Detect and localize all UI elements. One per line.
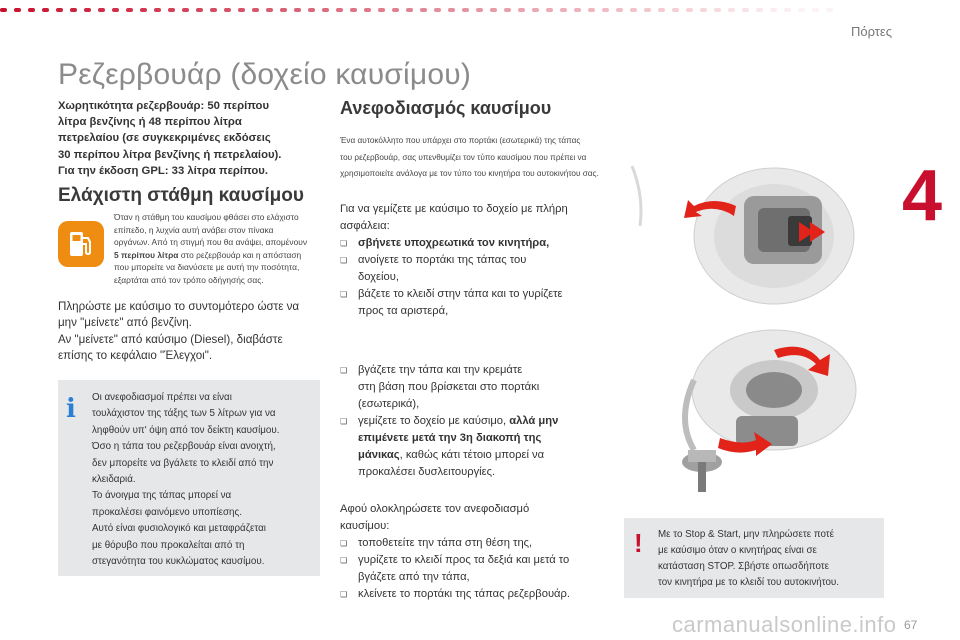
header-dot: [462, 8, 469, 12]
header-dot: [266, 8, 273, 12]
bullet-icon: ❏: [340, 365, 348, 375]
header-dot: [672, 8, 679, 12]
header-dot: [196, 8, 203, 12]
page-number: 67: [904, 618, 918, 632]
header-dot: [14, 8, 21, 12]
bullet-icon: ❏: [340, 238, 348, 248]
header-dot: [126, 8, 133, 12]
list-item: ❏ ανοίγετε το πορτάκι της τάπας του δοχείου,: [340, 253, 527, 283]
fuel-flap-illustration: [624, 156, 884, 306]
list-item: ❏ κλείνετε το πορτάκι της τάπας ρεζερβουάρ.: [340, 586, 610, 603]
info-text: Οι ανεφοδιασμοί πρέπει να είναι τουλάχιστον της τάξης των 5 λίτρων για να ληφθούν υπ' όψη από τον δείκτη καυσίμου. Όσο η τάπα του ρεζερβουάρ είναι ανοιχτή, δεν μπορείτε να βγάλετε το κλειδί από την κλειδαριά. Το άνοιγμα της τάπας μπορεί να προκαλέσει φαινόμενο υποπίεσης. Αυτό είναι φυσιολογικό και μεταφράζεται με θόρυβο που προκαλείται από τη στεγανότητα του κυκλώματος καυσίμου.: [92, 392, 280, 568]
header-dot: [714, 8, 721, 12]
header-dot: [406, 8, 413, 12]
header-dot: [574, 8, 581, 12]
header-dot: [252, 8, 259, 12]
list-item: ❏ βγάζετε την τάπα και την κρεμάτε στη βάση που βρίσκεται στο πορτάκι (εσωτερικά),: [340, 363, 540, 410]
header-dot: [826, 8, 833, 12]
list-item: ❏ γεμίζετε το δοχείο με καύσιμο, αλλά μην επιμένετε μετά την 3η διακοπή της μάνικας, καθώς κάτι τέτοιο μπορεί να προκαλέσει δυσλειτουργίες.: [340, 414, 559, 478]
header-dot: [392, 8, 399, 12]
header-dot: [210, 8, 217, 12]
watermark: carmanualsonline.info: [672, 612, 897, 637]
header-dot: [350, 8, 357, 12]
header-dot: [112, 8, 119, 12]
warning-box: [624, 518, 884, 598]
header-dot: [322, 8, 329, 12]
header-dot: [532, 8, 539, 12]
warning-text: Με το Stop & Start, μην πληρώσετε ποτέ με καύσιμο όταν ο κινητήρας είναι σε κατάσταση STOP. Σβήστε οπωσδήποτε τον κινητήρα με το κλειδί του αυτοκινήτου.: [658, 529, 839, 588]
header-dot: [700, 8, 707, 12]
header-dot: [98, 8, 105, 12]
min-level-section: [58, 211, 320, 293]
min-level-heading: Ελάχιστη στάθμη καυσίμου: [58, 185, 304, 207]
header-dot: [756, 8, 763, 12]
header-dot: [644, 8, 651, 12]
header-dot: [70, 8, 77, 12]
refuel-steps-b: [340, 362, 610, 481]
header-dot: [742, 8, 749, 12]
header-dot: [588, 8, 595, 12]
filler-cap-illustration: [624, 320, 884, 504]
header-dot: [434, 8, 441, 12]
header-dot: [0, 8, 7, 12]
header-dot: [364, 8, 371, 12]
header-dot: [658, 8, 665, 12]
header-dot: [56, 8, 63, 12]
header-decoration: [0, 0, 960, 40]
header-dot: [630, 8, 637, 12]
min-level-text: Όταν η στάθμη του καυσίμου φθάσει στο ελάχιστο επίπεδο, η λυχνία αυτή ανάβει στον πίνακα οργάνων. Από τη στιγμή που θα ανάψει, απομένουν 5 περίπου λίτρα στο ρεζερβουάρ και η απόσταση που μπορείτε να διανύσετε με αυτή την ποσότητα, εξαρτάται από τον τρόπο οδήγησής σας.: [114, 212, 308, 285]
header-dot: [770, 8, 777, 12]
list-item: ❏ γυρίζετε το κλειδί προς τα δεξιά και μετά το βγάζετε από την τάπα,: [340, 553, 570, 583]
header-dot: [238, 8, 245, 12]
header-dot: [546, 8, 553, 12]
page-title: Ρεζερβουάρ (δοχείο καυσίμου): [58, 58, 472, 91]
header-dot: [518, 8, 525, 12]
header-dot: [168, 8, 175, 12]
header-dot: [448, 8, 455, 12]
tank-capacity: Χωρητικότητα ρεζερβουάρ: 50 περίπου λίτρα βενζίνης ή 48 περίπου λίτρα πετρελαίου (σε συγκεκριμένες εκδόσεις 30 περίπου λίτρα βενζίνης ή πετρελαίου). Για την έκδοση GPL: 33 λίτρα περίπου.: [58, 100, 282, 177]
label-note: Ένα αυτοκόλλητο που υπάρχει στο πορτάκι (εσωτερικά) της τάπας του ρεζερβουάρ, σας υπενθυμίζει τον τύπο καυσίμου που πρέπει να χρησιμοποιείτε ανάλογα με τον τύπο του κινητήρα του αυτοκινήτου σας.: [340, 136, 599, 179]
middle-column: [340, 98, 610, 603]
header-dot: [504, 8, 511, 12]
bullet-icon: ❏: [340, 416, 348, 426]
section-title: Πόρτες: [850, 24, 892, 39]
chapter-number: 4: [902, 156, 943, 236]
refill-advice: Πληρώστε με καύσιμο το συντομότερο ώστε να μην "μείνετε" από βενζίνη. Αν "μείνετε" από καύσιμο (Diesel), διαβάστε επίσης το κεφάλαιο "Έλεγχοι".: [58, 300, 300, 362]
header-dot: [28, 8, 35, 12]
header-dot: [812, 8, 819, 12]
bullet-icon: ❏: [340, 255, 348, 265]
header-dot: [490, 8, 497, 12]
header-dot: [728, 8, 735, 12]
list-item: ❏ βάζετε το κλειδί στην τάπα και το γυρίζετε προς τα αριστερά,: [340, 287, 563, 317]
bullet-icon: ❏: [340, 589, 348, 599]
header-dot: [294, 8, 301, 12]
bullet-icon: ❏: [340, 538, 348, 548]
header-dot: [84, 8, 91, 12]
after-refuel-intro: Αφού ολοκληρώσετε τον ανεφοδιασμό καυσίμου:: [340, 502, 530, 532]
bullet-icon: ❏: [340, 289, 348, 299]
refuel-steps-a: [340, 235, 610, 320]
header-dot: [476, 8, 483, 12]
header-dot: [560, 8, 567, 12]
header-dot: [798, 8, 805, 12]
fuel-pump-icon: [58, 221, 104, 267]
header-dot: [336, 8, 343, 12]
header-dot: [686, 8, 693, 12]
exclamation-icon: !: [634, 528, 643, 558]
header-dot: [224, 8, 231, 12]
header-dot: [154, 8, 161, 12]
header-dot: [182, 8, 189, 12]
header-dot: [602, 8, 609, 12]
header-dot: [140, 8, 147, 12]
header-dot: [308, 8, 315, 12]
after-refuel-steps: [340, 535, 610, 603]
list-item: ❏ τοποθετείτε την τάπα στη θέση της,: [340, 535, 610, 552]
safety-intro: Για να γεμίζετε με καύσιμο το δοχείο με πλήρη ασφάλεια:: [340, 202, 568, 232]
header-dot: [42, 8, 49, 12]
left-column: [58, 98, 320, 364]
header-dot: [280, 8, 287, 12]
bullet-icon: ❏: [340, 555, 348, 565]
info-box: [58, 380, 320, 576]
refuelling-heading: Ανεφοδιασμός καυσίμου: [340, 98, 552, 118]
list-item: ❏ σβήνετε υποχρεωτικά τον κινητήρα,: [340, 235, 610, 252]
header-dot: [378, 8, 385, 12]
header-dot: [616, 8, 623, 12]
header-dot: [784, 8, 791, 12]
info-icon: i: [66, 394, 76, 424]
header-dot: [420, 8, 427, 12]
